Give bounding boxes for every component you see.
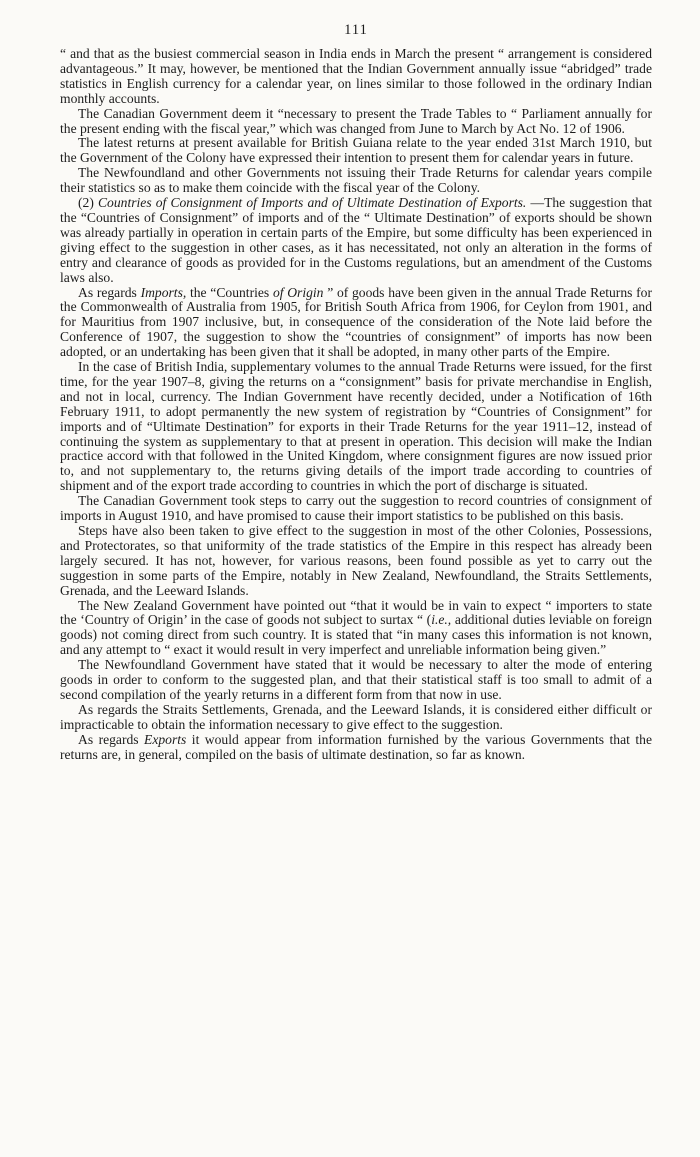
body-text [60, 47, 652, 763]
italic-text: Imports, [140, 284, 187, 300]
paragraph-p2 [60, 107, 652, 137]
text-run: As regards [78, 284, 141, 300]
text-run: —The suggestion that the “Countries of Consignment” of imports and of the “ Ultimate Destination” of exports should be shown was already partially in operation in certain parts of the Empire, but some difficulty has been experienced in giving effect to the suggestion in other cases, as it has necessitated, not only an alteration in the forms of entry and clearance of goods as provided for in the Customs regulations, but an amendment of the Customs laws also. [60, 195, 652, 285]
paragraph-p3 [60, 136, 652, 166]
text-run: The Canadian Government took steps to carry out the suggestion to record countries of consignment of imports in August 1910, and have promised to cause their import statistics to be published on this basis. [60, 493, 652, 524]
text-run: The New Zealand Government have pointed out “that it would be in vain to expect “ importers to state the ‘Country of Origin’ in the case of goods not subject to surtax “ ( [60, 597, 652, 628]
paragraph-p10 [60, 599, 652, 659]
text-run: The Newfoundland and other Governments not issuing their Trade Returns for calendar years compile their statistics so as to make them coincide with the fiscal year of the Colony. [60, 165, 652, 196]
paragraph-p6 [60, 286, 652, 361]
paragraph-p11 [60, 658, 652, 703]
paragraph-p1 [60, 47, 652, 107]
italic-text: Exports [144, 731, 187, 747]
page-number: 111 [344, 22, 368, 38]
text-run: As regards the Straits Settlements, Grenada, and the Leeward Islands, it is considered either difficult or impracticable to obtain the information necessary to give effect to the suggestion. [60, 701, 652, 732]
text-run: additional duties leviable on foreign goods) not coming direct from such country. It is stated that “in many cases this information is not known, and any attempt to “ exact it would result in very imperfect and unreliable information being given.” [60, 612, 652, 658]
text-run: As regards [78, 731, 145, 747]
text-run: In the case of British India, supplementary volumes to the annual Trade Returns were issued, for the first time, for the year 1907–8, giving the returns on a “consignment” basis for private merchandise in English, and not in local, currency. The Indian Government have recently decided, under a Notification of 16th February 1911, to adopt permanently the new system of registration by “Countries of Consignment” for imports and of “Ultimate Destination” for exports in their Trade Returns for the year 1911–12, instead of continuing the system as supplementary to that at present in operation. This decision will make the Indian practice accord with that followed in the United Kingdom, where consignment figures are now issued prior to, and not supplementary to, the returns giving details of the import trade according to countries of shipment and of the export trade according to countries in which the port of discharge is situated. [60, 359, 652, 494]
paragraph-p4 [60, 166, 652, 196]
text-run: Steps have also been taken to give effect to the suggestion in most of the other Colonies, Possessions, and Protectorates, so that uniformity of the trade statistics of the Empire in this respect has already been largely secured. It has not, however, for various reasons, been found possible as yet to carry out the suggestion in some parts of the Empire, notably in New Zealand, Newfoundland, the Straits Settlements, Grenada, and the Leeward Islands. [60, 523, 652, 598]
text-run: The Canadian Government deem it “necessary to present the Trade Tables to “ Parliament annually for the present ending with the fiscal year,” which was changed from June to March by Act No. 12 of 1906. [60, 105, 652, 136]
paragraph-p8 [60, 494, 652, 524]
paragraph-p9 [60, 524, 652, 599]
italic-text: of Origin [272, 284, 324, 300]
text-run: “ and that as the busiest commercial season in India ends in March the present “ arrangement is considered advantageous.” It may, however, be mentioned that the Indian Government annually issue “abridged” trade statistics in English currency for a calendar year, on lines similar to those followed in the ordinary Indian monthly accounts. [60, 46, 652, 106]
paragraph-p12 [60, 703, 652, 733]
paragraph-p5 [60, 196, 652, 285]
text-run: (2) [78, 195, 98, 211]
text-run: it would appear from information furnished by the various Governments that the returns are, in general, compiled on the basis of ultimate destination, so far as known. [60, 731, 652, 762]
italic-text: Countries of Consignment of Imports and of Ultimate Destination of Exports. [97, 195, 527, 211]
paragraph-p13 [60, 733, 652, 763]
text-run: ” of goods have been given in the annual Trade Returns for the Commonwealth of Australia from 1905, for British South Africa from 1906, for Ceylon from 1901, and for Mauritius from 1907 inclusive, but, in consequence of the consideration of the Note laid before the Conference of 1907, the suggestion to show the “countries of consignment” of imports has now been adopted, or an undertaking has been given that it shall be adopted, in many other parts of the Empire. [60, 284, 652, 360]
paragraph-p7 [60, 360, 652, 494]
text-run: the “Countries [186, 284, 273, 300]
text-run: The latest returns at present available for British Guiana relate to the year ended 31st March 1910, but the Government of the Colony have expressed their intention to present them for calendar years in future. [60, 135, 652, 166]
text-run: The Newfoundland Government have stated that it would be necessary to alter the mode of entering goods in order to conform to the suggested plan, and that their statistical staff is too small to admit of a second compilation of the yearly returns in a different form from that now in use. [60, 657, 652, 702]
italic-text: i.e., [431, 612, 452, 628]
